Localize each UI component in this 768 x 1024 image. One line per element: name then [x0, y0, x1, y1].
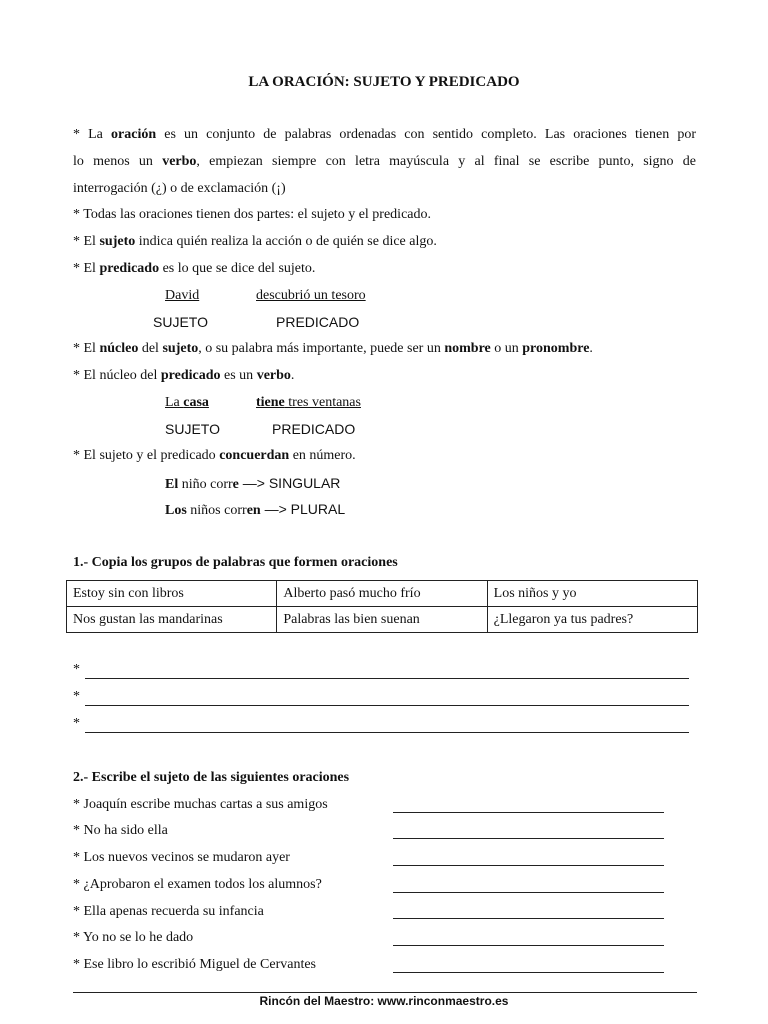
example2-subject: La casa [165, 395, 209, 410]
predicate-definition: * El predicado es lo que se dice del sujeto. [73, 261, 316, 276]
table-cell: ¿Llegaron ya tus padres? [487, 607, 697, 633]
answer-line[interactable] [393, 812, 664, 813]
answer-line[interactable] [393, 838, 664, 839]
sentence-item: * Ella apenas recuerda su infancia [73, 904, 264, 919]
example1-predicate: descubrió un tesoro [256, 288, 366, 303]
answer-line[interactable] [393, 945, 664, 946]
example1-subject-label: SUJETO [153, 314, 208, 330]
example1-predicate-label: PREDICADO [276, 314, 360, 330]
predicate-nucleus-line: * El núcleo del predicado es un verbo. [73, 368, 295, 383]
answer-bullet: * [73, 662, 80, 677]
word-groups-table [66, 580, 698, 633]
sentence-item: * Yo no se lo he dado [73, 930, 194, 945]
answer-line[interactable] [393, 865, 664, 866]
exercise1-heading: 1.- Copia los grupos de palabras que formen oraciones [73, 555, 398, 570]
answer-bullet: * [73, 689, 80, 704]
sentence-item: * Los nuevos vecinos se mudaron ayer [73, 850, 290, 865]
page-title: LA ORACIÓN: SUJETO Y PREDICADO [248, 74, 520, 90]
example1-subject: David [165, 288, 200, 303]
plural-example: Los niños corren —> PLURAL [165, 501, 346, 518]
subject-definition: * El sujeto indica quién realiza la acción o de quién se dice algo. [73, 234, 437, 249]
example2-subject-label: SUJETO [165, 421, 220, 437]
sentence-item: * ¿Aprobaron el examen todos los alumnos? [73, 877, 322, 892]
table-cell: Nos gustan las mandarinas [67, 607, 277, 633]
agreement-line: * El sujeto y el predicado concuerdan en número. [73, 448, 356, 463]
definition-line-2: lo menos un verbo, empiezan siempre con letra mayúscula y al final se escribe punto, signo de [73, 154, 696, 169]
example2-predicate-label: PREDICADO [272, 421, 356, 437]
definition-line-3: interrogación (¿) o de exclamación (¡) [73, 181, 286, 196]
sentence-item: * No ha sido ella [73, 823, 168, 838]
answer-line[interactable] [393, 972, 664, 973]
singular-example: El niño corre —> SINGULAR [165, 475, 341, 492]
table-cell: Alberto pasó mucho frío [277, 581, 487, 607]
example2-predicate: tiene tres ventanas [256, 395, 361, 410]
subject-nucleus-line: * El núcleo del sujeto, o su palabra más importante, puede ser un nombre o un pronombre. [73, 341, 593, 356]
table-row [67, 607, 698, 633]
answer-line[interactable] [85, 705, 689, 706]
exercise2-heading: 2.- Escribe el sujeto de las siguientes oraciones [73, 770, 350, 785]
answer-line[interactable] [393, 892, 664, 893]
table-row [67, 581, 698, 607]
answer-line[interactable] [85, 678, 689, 679]
answer-bullet: * [73, 716, 80, 731]
table-cell: Palabras las bien suenan [277, 607, 487, 633]
table-cell: Los niños y yo [487, 581, 697, 607]
definition-line-1: * La oración es un conjunto de palabras ordenadas con sentido completo. Las oraciones tienen por [73, 127, 696, 142]
table-cell: Estoy sin con libros [67, 581, 277, 607]
sentence-item: * Joaquín escribe muchas cartas a sus amigos [73, 797, 328, 812]
sentence-item: * Ese libro lo escribió Miguel de Cervantes [73, 957, 316, 972]
parts-line: * Todas las oraciones tienen dos partes: el sujeto y el predicado. [73, 207, 431, 222]
answer-line[interactable] [393, 918, 664, 919]
answer-line[interactable] [85, 732, 689, 733]
footer-credit: Rincón del Maestro: www.rinconmaestro.es [259, 994, 509, 1008]
